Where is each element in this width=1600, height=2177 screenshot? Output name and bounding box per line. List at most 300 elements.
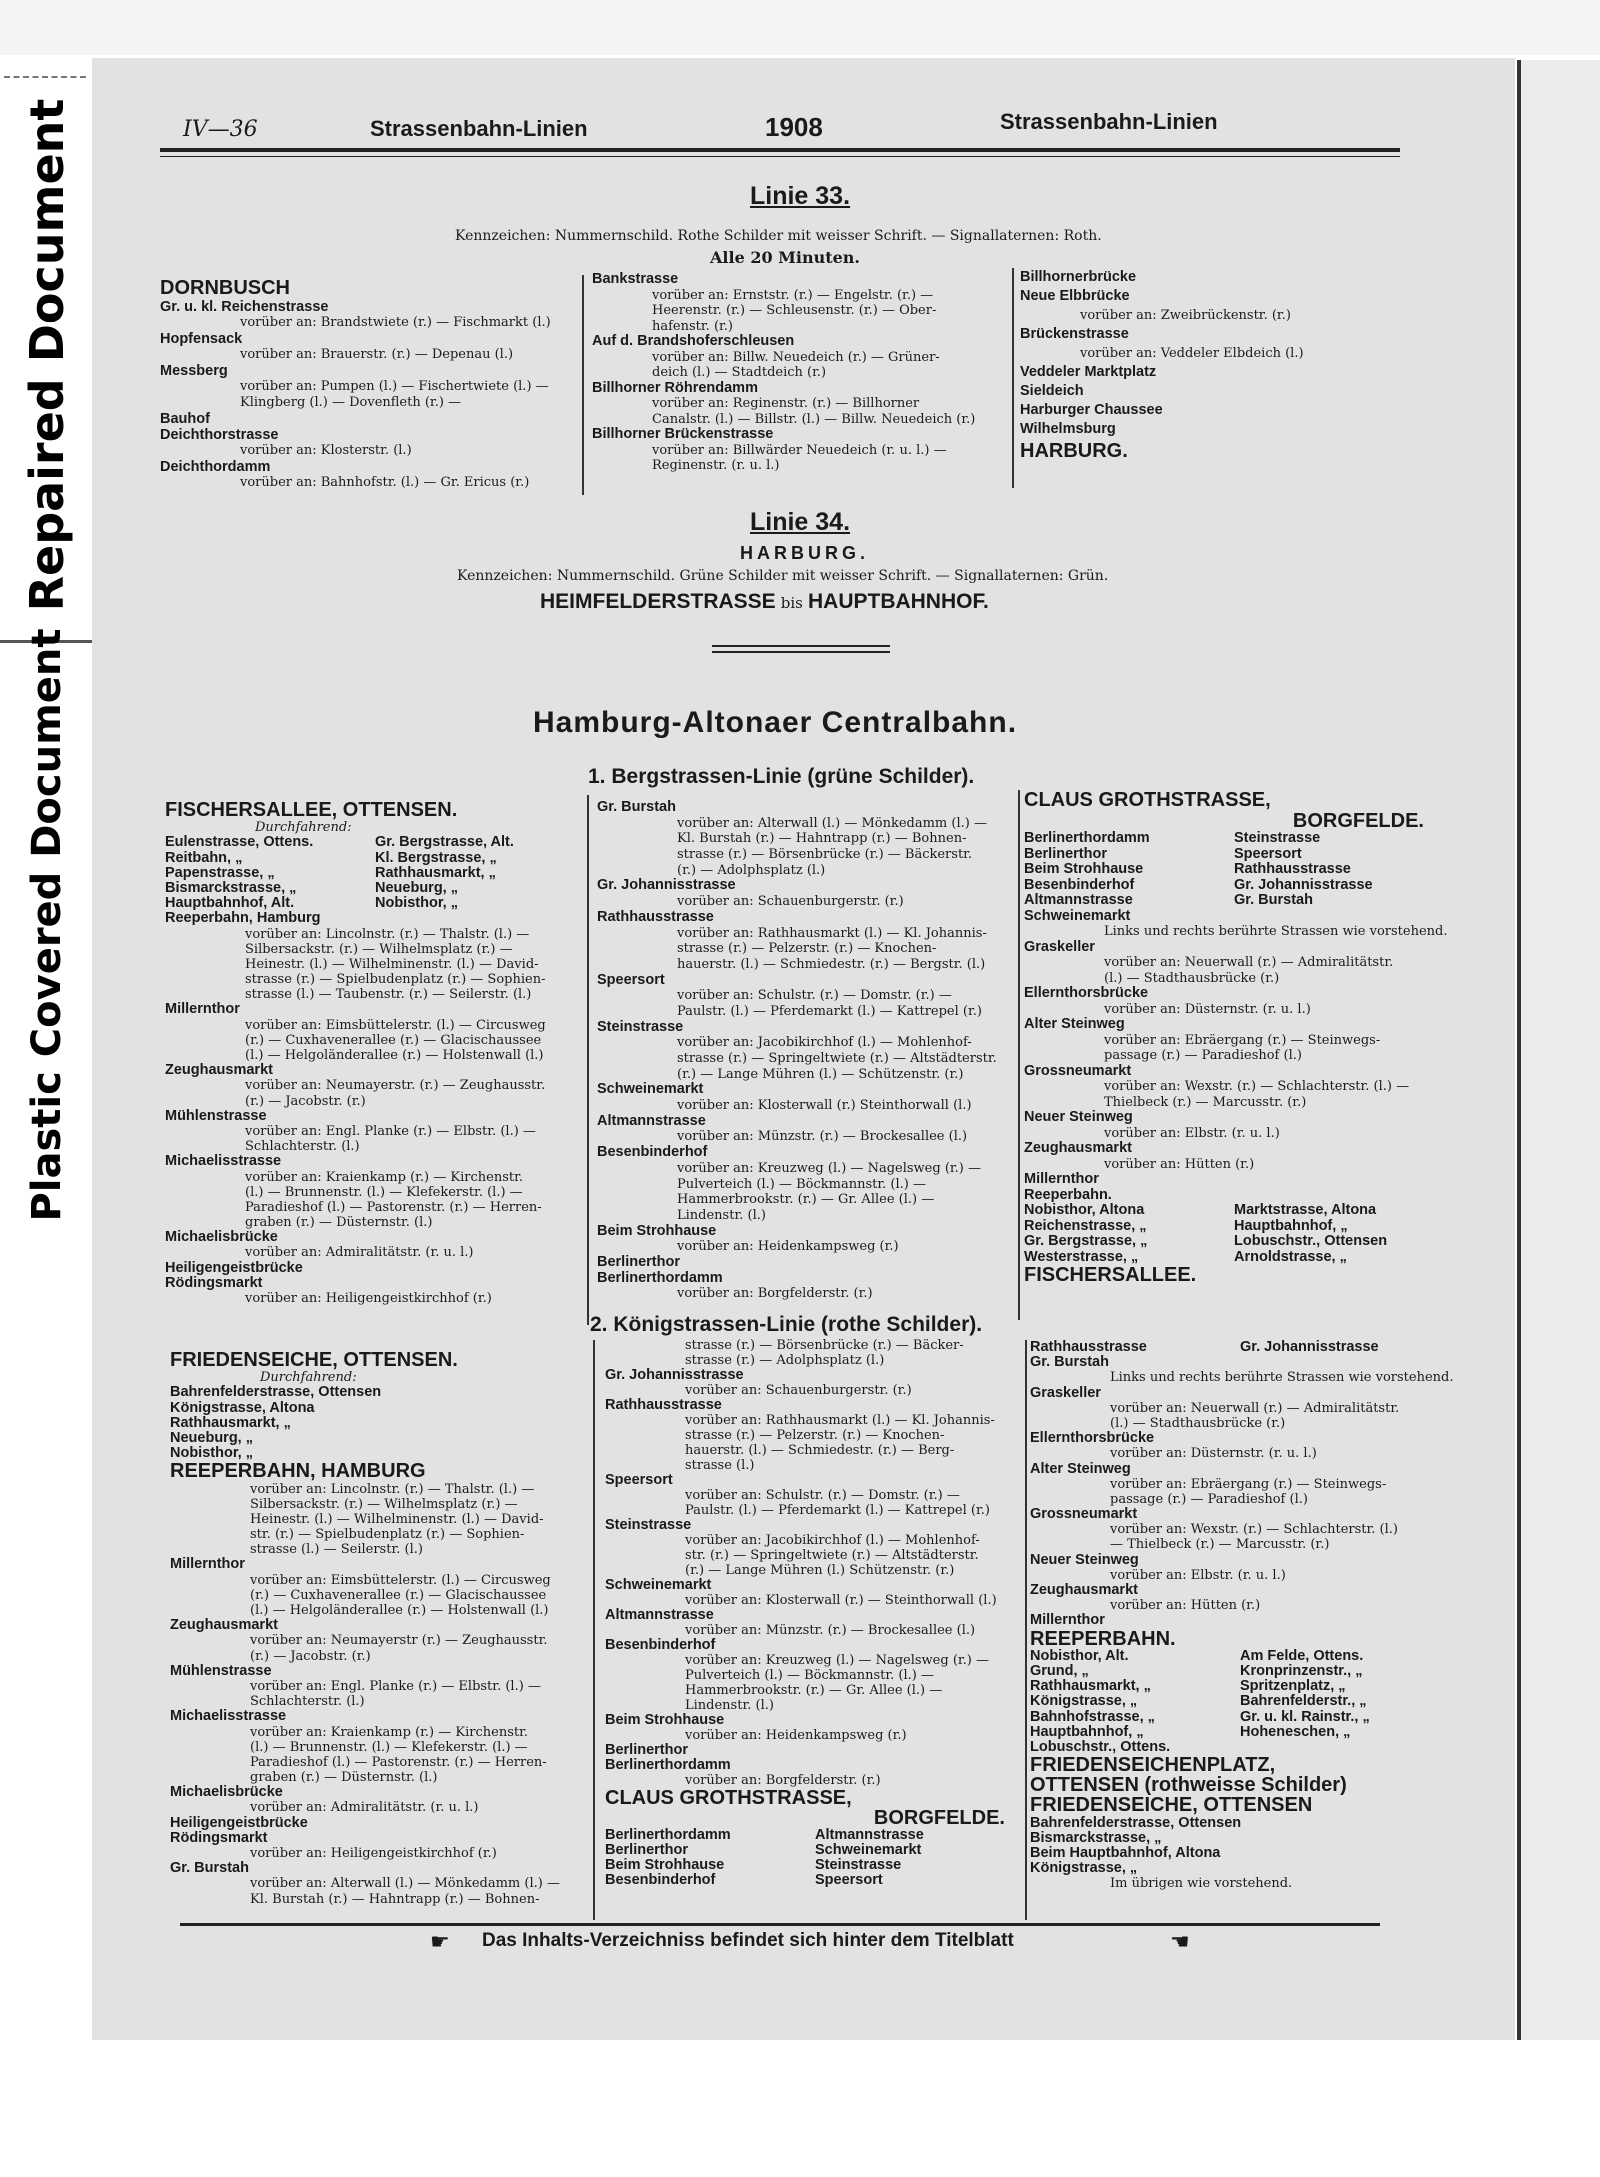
passes-by-text: graben (r.) — Düsternstr. (l.)	[245, 1215, 433, 1231]
stop-name: Steinstrasse	[605, 1517, 692, 1533]
stop-name: Deichthordamm	[160, 459, 271, 475]
passes-by-text: Paradieshof (l.) — Pastorenstr. (r.) — Herren-	[250, 1754, 547, 1770]
passes-by-text: Paulstr. (l.) — Pferdemarkt (l.) — Kattrepel (r.)	[677, 1003, 982, 1019]
stop-pair	[605, 1873, 1025, 1888]
stop-name: Rathhausstrasse	[605, 1397, 722, 1413]
passes-by-text: (l.) — Brunnenstr. (l.) — Klefekerstr. (l.) —	[250, 1739, 528, 1755]
stop-name: Neueburg, „	[375, 879, 458, 896]
stop-name: Reeperbahn, Hamburg	[165, 910, 321, 927]
stop-name: Billhornerbrücke	[1020, 269, 1137, 285]
passes-by-text: vorüber an: Bahnhofstr. (l.) — Gr. Ericus (r.)	[240, 475, 530, 490]
stop-name: Hopfensack	[160, 331, 243, 347]
stop-name: Beim Strohhause	[1024, 861, 1144, 877]
stop-name: Grossneumarkt	[1030, 1506, 1138, 1523]
note-text: Links und rechts berührte Strassen wie vorstehend.	[1110, 1370, 1454, 1386]
stop-name: Hauptbahnhof, „	[1234, 1217, 1348, 1234]
stop-name: Zeughausmarkt	[1024, 1140, 1132, 1156]
stop-name: Berlinerthor	[605, 1842, 688, 1858]
stop-name: Gr. Johannisstrasse	[605, 1367, 744, 1383]
stop-name: Beim Hauptbahnhof, Altona	[1030, 1845, 1221, 1861]
header-year: 1908	[765, 112, 823, 142]
stop-name: Spritzenplatz, „	[1240, 1678, 1346, 1695]
passes-by-text: vorüber an: Billw. Neuedeich (r.) — Grüner-	[652, 349, 940, 365]
stop-pair	[1030, 1679, 1450, 1694]
stop-name: Gr. Johannisstrasse	[1234, 876, 1373, 893]
adjacent-page	[1521, 60, 1600, 2040]
stop-name: Millernthor	[1030, 1612, 1105, 1629]
stop-name: Berlinerthordamm	[605, 1827, 731, 1843]
stop-name: Graskeller	[1030, 1384, 1101, 1401]
stop-name: Schweinemarkt	[1024, 907, 1131, 924]
stop-name: Gr. Burstah	[170, 1860, 249, 1877]
through-label: Durchfahrend:	[255, 820, 352, 836]
passes-by-text: vorüber an: Ernststr. (r.) — Engelstr. (r.) —	[652, 287, 934, 303]
stop-pair	[165, 896, 585, 911]
stop-name: Berlinerthor	[597, 1253, 680, 1270]
stop-name: Gr. Johannisstrasse	[597, 877, 736, 894]
stop-name: Hauptbahnhof, Alt.	[165, 895, 295, 912]
passes-by-text: strasse (r.) — Adolphsplatz (l.)	[685, 1353, 885, 1368]
stop-name: Königstrasse, „	[1030, 1693, 1138, 1710]
stop-name: Zeughausmarkt	[170, 1617, 278, 1634]
terminus-name: DORNBUSCH	[160, 277, 290, 299]
stop-name: Speersort	[605, 1472, 673, 1488]
passes-by-text: Heinestr. (l.) — Wilhelminenstr. (l.) — David-	[250, 1511, 544, 1527]
stop-pair	[1024, 847, 1444, 863]
stop-name: Harburger Chaussee	[1020, 402, 1163, 418]
column-divider	[593, 1340, 595, 1920]
passes-by-text: vorüber an: Alterwall (l.) — Mönkedamm (l.) —	[250, 1876, 560, 1892]
passes-by-text: vorüber an: Schulstr. (r.) — Domstr. (r.) —	[677, 988, 952, 1004]
passes-by-text: (l.) — Brunnenstr. (l.) — Klefekerstr. (l.) —	[245, 1184, 523, 1200]
passes-by-text: Hammerbrookstr. (r.) — Gr. Allee (l.) —	[685, 1683, 943, 1698]
stop-name: Rathhausstrasse	[1030, 1339, 1147, 1355]
stop-name: Bankstrasse	[592, 271, 679, 287]
stop-name: Nobisthor, „	[170, 1445, 253, 1462]
stop-name: Rödingsmarkt	[170, 1829, 268, 1846]
stop-name: Gr. Bergstrasse, „	[1024, 1233, 1148, 1249]
stop-name: Nobisthor, „	[375, 895, 458, 912]
stop-name: Millernthor	[1024, 1171, 1099, 1187]
passes-by-text: deich (l.) — Stadtdeich (r.)	[652, 365, 827, 380]
stop-pair	[1024, 862, 1444, 878]
stop-name: Speersort	[1234, 845, 1302, 862]
stop-name: Mühlenstrasse	[170, 1662, 272, 1679]
terminus-name: FRIEDENSEICHENPLATZ,	[1030, 1754, 1276, 1777]
passes-by-text: Paulstr. (l.) — Pferdemarkt (l.) — Kattrepel (r.)	[685, 1503, 990, 1518]
stop-name: Berlinerthordamm	[605, 1757, 731, 1773]
stop-pair	[1024, 878, 1444, 894]
stop-name: Lobuschstr., Ottens.	[1030, 1738, 1171, 1755]
passes-by-text: Paradieshof (l.) — Pastorenstr. (r.) — Herren-	[245, 1199, 542, 1215]
stop-name: Alter Steinweg	[1030, 1460, 1131, 1477]
stop-name: Rathhausmarkt, „	[1030, 1678, 1151, 1695]
stop-name: Hauptbahnhof, „	[1030, 1723, 1144, 1740]
passes-by-text: passage (r.) — Paradieshof (l.)	[1110, 1491, 1308, 1507]
passes-by-text: Kl. Burstah (r.) — Hahntrapp (r.) — Bohnen-	[677, 831, 967, 847]
stop-name: Alter Steinweg	[1024, 1016, 1125, 1032]
stop-pair	[165, 835, 585, 850]
passes-by-text: vorüber an: Ebräergang (r.) — Steinwegs-	[1110, 1476, 1387, 1492]
passes-by-text: vorüber an: Alterwall (l.) — Mönkedamm (l.) —	[677, 815, 987, 831]
terminus-name: HARBURG.	[1020, 440, 1128, 462]
passes-by-text: (l.) — Stadthausbrücke (r.)	[1110, 1415, 1286, 1431]
passes-by-text: vorüber an: Brauerstr. (r.) — Depenau (l.)	[240, 347, 514, 362]
linie-34-city: HARBURG.	[740, 543, 869, 563]
stop-name: Neuer Steinweg	[1030, 1551, 1139, 1568]
passes-by-text: vorüber an: Reginenstr. (r.) — Billhorner	[652, 396, 920, 411]
stop-name: Sieldeich	[1020, 383, 1084, 399]
passes-by-text: vorüber an: Heiligengeistkirchhof (r.)	[245, 1291, 492, 1306]
passes-by-text: Hammerbrookstr. (r.) — Gr. Allee (l.) —	[677, 1192, 935, 1208]
line-2-column-2	[605, 1338, 1025, 1888]
stop-name: Bahrenfelderstrasse, Ottensen	[1030, 1814, 1242, 1831]
stop-name: Am Felde, Ottens.	[1240, 1647, 1364, 1664]
terminus-name: CLAUS GROTHSTRASSE,	[1024, 789, 1271, 811]
stop-name: Zeughausmarkt	[165, 1062, 273, 1079]
linie-34-route	[540, 590, 989, 614]
stop-pair	[1024, 1219, 1444, 1235]
note-text: Im übrigen wie vorstehend.	[1110, 1876, 1293, 1892]
passes-by-text: vorüber an: Veddeler Elbdeich (l.)	[1080, 346, 1304, 361]
passes-by-text: (l.) — Helgoländerallee (r.) — Holstenwall (l.)	[245, 1048, 544, 1063]
linie-33-title: Linie 33.	[750, 182, 851, 210]
stop-name: Steinstrasse	[597, 1018, 684, 1035]
stop-name: Millernthor	[170, 1556, 245, 1573]
passes-by-text: (r.) — Cuxhavenerallee (r.) — Glacischaussee	[245, 1032, 542, 1048]
passes-by-text: Pulverteich (l.) — Böckmannstr. (l.) —	[685, 1668, 934, 1683]
passes-by-text: Reginenstr. (r. u. l.)	[652, 458, 780, 473]
stop-name: Nobisthor, Alt.	[1030, 1647, 1129, 1664]
passes-by-text: vorüber an: Kraienkamp (r.) — Kirchenstr.	[250, 1724, 529, 1740]
passes-by-text: strasse (r.) — Springeltwiete (r.) — Altstädterstr.	[677, 1051, 997, 1066]
passes-by-text: vorüber an: Heidenkampsweg (r.)	[685, 1728, 907, 1743]
stop-name: Gr. Johannisstrasse	[1240, 1339, 1379, 1355]
passes-by-text: hauerstr. (l.) — Schmiedestr. (r.) — Bergstr. (l.)	[677, 956, 986, 972]
stop-name: Bismarckstrasse, „	[1030, 1829, 1162, 1846]
stop-name: Billhorner Brückenstrasse	[592, 426, 774, 442]
stop-name: Altmannstrasse	[815, 1827, 924, 1843]
central-title: Hamburg-Altonaer Centralbahn.	[533, 706, 1018, 739]
stop-name: Besenbinderhof	[597, 1144, 708, 1161]
stop-name: Beim Strohhause	[597, 1222, 717, 1239]
stop-pair	[165, 866, 585, 881]
stop-name: Wilhelmsburg	[1020, 421, 1116, 437]
passes-by-text: vorüber an: Neumayerstr. (r.) — Zeughausstr.	[245, 1078, 546, 1094]
stop-name: Rathhausstrasse	[597, 908, 714, 925]
header-rule	[160, 148, 1400, 152]
passes-by-text: vorüber an: Engl. Planke (r.) — Elbstr. (l.) —	[245, 1123, 536, 1139]
stop-pair	[605, 1828, 1025, 1843]
stop-name: Berlinerthordamm	[1024, 830, 1150, 846]
stop-name: Gr. Burstah	[1030, 1354, 1109, 1371]
stop-pair	[1024, 1250, 1444, 1266]
column-divider	[1018, 790, 1020, 1320]
stop-name: Reichenstrasse, „	[1024, 1217, 1147, 1234]
passes-by-text: vorüber an: Lincolnstr. (r.) — Thalstr. (l.) —	[250, 1481, 535, 1497]
passes-by-text: vorüber an: Rathhausmarkt (l.) — Kl. Johannis-	[677, 925, 987, 941]
passes-by-text: vorüber an: Elbstr. (r. u. l.)	[1110, 1567, 1286, 1583]
terminus-name: FRIEDENSEICHE, OTTENSEN	[1030, 1794, 1313, 1817]
passes-by-text: strasse (r.) — Börsenbrücke (r.) — Bäcker-	[685, 1338, 964, 1353]
stop-name: Bauhof	[160, 411, 210, 427]
linie-33-column-2	[592, 272, 1012, 474]
line-1-column-3	[1024, 789, 1448, 1286]
stop-name: Speersort	[597, 971, 665, 988]
passes-by-text: — Thielbeck (r.) — Marcusstr. (r.)	[1110, 1537, 1330, 1553]
passes-by-text: vorüber an: Schulstr. (r.) — Domstr. (r.) —	[685, 1488, 960, 1503]
stop-name: Papenstrasse, „	[165, 864, 275, 881]
passes-by-text: vorüber an: Lincolnstr. (r.) — Thalstr. (l.) —	[245, 926, 530, 942]
passes-by-text: vorüber an: Hütten (r.)	[1110, 1598, 1261, 1614]
stop-name: Steinstrasse	[1234, 830, 1321, 846]
stop-name: Kronprinzenstr., „	[1240, 1662, 1363, 1679]
stop-pair	[1024, 831, 1444, 847]
linie-34-title: Linie 34.	[750, 508, 851, 536]
stop-name: Heiligengeistbrücke	[170, 1814, 308, 1831]
terminus-name: BORGFELDE.	[1292, 809, 1424, 832]
stop-name: Altmannstrasse	[1024, 892, 1133, 908]
stop-name: Marktstrasse, Altona	[1234, 1202, 1377, 1218]
stop-name: Bahrenfelderstr., „	[1240, 1693, 1367, 1710]
stop-name: Neue Elbbrücke	[1020, 288, 1130, 304]
terminus-name: FISCHERSALLEE.	[1024, 1264, 1197, 1286]
stop-name: Rathhausmarkt, „	[375, 864, 496, 881]
stop-name: Königstrasse, „	[1030, 1860, 1138, 1877]
route-bis: bis	[780, 594, 803, 612]
passes-by-text: vorüber an: Wexstr. (r.) — Schlachterstr. (l.) —	[1104, 1079, 1410, 1094]
passes-by-text: vorüber an: Schauenburgerstr. (r.)	[685, 1383, 912, 1398]
passes-by-text: vorüber an: Kreuzweg (l.) — Nagelsweg (r.) —	[685, 1653, 990, 1668]
passes-by-text: (r.) — Jacobstr. (r.)	[245, 1093, 366, 1109]
linie-34-kennzeichen: Kennzeichen: Nummernschild. Grüne Schilder mit weisser Schrift. — Signallaternen: Grün.	[457, 568, 1109, 584]
stop-name: Rathhausstrasse	[1234, 861, 1351, 877]
stop-name: Beim Strohhause	[605, 1712, 725, 1728]
passes-by-text: vorüber an: Zweibrückenstr. (r.)	[1080, 308, 1291, 323]
stop-name: Michaelisbrücke	[165, 1229, 278, 1246]
passes-by-text: Silbersackstr. (r.) — Wilhelmsplatz (r.) —	[245, 941, 513, 957]
passes-by-text: strasse (r.) — Börsenbrücke (r.) — Bäckerstr.	[677, 847, 973, 863]
stop-name: Millernthor	[165, 1001, 240, 1018]
stop-pair	[165, 851, 585, 866]
passes-by-text: Canalstr. (l.) — Billstr. (l.) — Billw. Neuedeich (r.)	[652, 411, 976, 427]
passes-by-text: vorüber an: Borgfelderstr. (r.)	[685, 1773, 881, 1788]
passes-by-text: Thielbeck (r.) — Marcusstr. (r.)	[1104, 1094, 1307, 1110]
line-1-column-2	[597, 800, 1017, 1302]
footer-note: Das Inhalts-Verzeichniss befindet sich hinter dem Titelblatt	[482, 1930, 1014, 1951]
passes-by-text: vorüber an: Wexstr. (r.) — Schlachterstr. (l.)	[1110, 1522, 1398, 1538]
passes-by-text: vorüber an: Rathhausmarkt (l.) — Kl. Johannis-	[685, 1413, 995, 1428]
passes-by-text: Heerenstr. (r.) — Schleusenstr. (r.) — Ober-	[652, 303, 937, 318]
passes-by-text: (r.) — Cuxhavenerallee (r.) — Glacischaussee	[250, 1587, 547, 1603]
stop-name: Lobuschstr., Ottensen	[1234, 1233, 1388, 1249]
stop-name: Ellernthorsbrücke	[1030, 1430, 1155, 1447]
passes-by-text: (l.) — Stadthausbrücke (r.)	[1104, 970, 1280, 986]
page-number: IV—36	[183, 117, 258, 142]
passes-by-text: vorüber an: Münzstr. (r.) — Brockesallee (l.)	[677, 1129, 968, 1145]
terminus-name: REEPERBAHN.	[1030, 1627, 1176, 1650]
stop-pair	[1030, 1664, 1450, 1679]
stop-name: Grossneumarkt	[1024, 1062, 1132, 1079]
route-end: HAUPTBAHNHOF.	[807, 590, 989, 613]
passes-by-text: vorüber an: Jacobikirchhof (l.) — Mohlenhof-	[677, 1035, 972, 1051]
passes-by-text: Lindenstr. (l.)	[677, 1207, 766, 1223]
stop-name: Rödingsmarkt	[165, 1274, 263, 1291]
passes-by-text: vorüber an: Hütten (r.)	[1104, 1156, 1255, 1172]
passes-by-text: vorüber an: Kraienkamp (r.) — Kirchenstr.	[245, 1169, 524, 1185]
tab-dashed-line	[4, 76, 86, 78]
passes-by-text: Lindenstr. (l.)	[685, 1698, 774, 1713]
stop-name: Zeughausmarkt	[1030, 1582, 1138, 1598]
passes-by-text: vorüber an: Neuerwall (r.) — Admiralitätstr.	[1104, 955, 1394, 970]
passes-by-text: (r.) — Jacobstr. (r.)	[250, 1648, 371, 1664]
passes-by-text: vorüber an: Heiligengeistkirchhof (r.)	[250, 1846, 497, 1861]
stop-name: Rathhausmarkt, „	[170, 1414, 291, 1431]
passes-by-text: vorüber an: Neuerwall (r.) — Admiralitätstr.	[1110, 1400, 1400, 1416]
stop-pair	[1024, 1203, 1444, 1219]
stop-name: Gr. Bergstrasse, Alt.	[375, 834, 514, 851]
passes-by-text: Schlachterstr. (l.)	[250, 1694, 365, 1710]
stop-pair	[605, 1858, 1025, 1873]
stop-name: Steinstrasse	[815, 1857, 902, 1873]
stop-name: Bismarckstrasse, „	[165, 879, 297, 896]
passes-by-text: strasse (r.) — Spielbudenplatz (r.) — Sophien-	[245, 972, 546, 988]
stop-name: Neuer Steinweg	[1024, 1109, 1133, 1125]
passes-by-text: vorüber an: Engl. Planke (r.) — Elbstr. (l.) —	[250, 1678, 541, 1694]
stop-name: Neueburg, „	[170, 1429, 253, 1446]
passes-by-text: Heinestr. (l.) — Wilhelminenstr. (l.) — David-	[245, 956, 539, 972]
stop-name: Nobisthor, Altona	[1024, 1202, 1145, 1218]
stop-name: Besenbinderhof	[1024, 876, 1135, 893]
stop-name: Mühlenstrasse	[165, 1107, 267, 1124]
passes-by-text: str. (r.) — Spielbudenplatz (r.) — Sophien-	[250, 1527, 525, 1543]
plastic-covered-label: Plastic Covered Document	[24, 628, 70, 1222]
stop-name: Deichthorstrasse	[160, 427, 279, 443]
stop-name: Bahrenfelderstrasse, Ottensen	[170, 1384, 382, 1401]
stop-pair	[1030, 1725, 1450, 1740]
terminus-name: FRIEDENSEICHE, OTTENSEN.	[170, 1349, 458, 1371]
stop-name: Gr. Burstah	[1234, 892, 1313, 908]
terminus-name: FISCHERSALLEE, OTTENSEN.	[165, 799, 458, 821]
line-2-column-1	[170, 1350, 590, 1907]
passes-by-text: passage (r.) — Paradieshof (l.)	[1104, 1048, 1302, 1063]
passes-by-text: vorüber an: Jacobikirchhof (l.) — Mohlenhof-	[685, 1533, 980, 1548]
passes-by-text: strasse (l.) — Seilerstr. (l.)	[250, 1542, 423, 1558]
route-start: HEIMFELDERSTRASSE	[540, 590, 776, 613]
stop-name: Hoheneschen, „	[1240, 1723, 1351, 1740]
linie-33-column-1	[160, 278, 580, 491]
stop-pair	[1030, 1649, 1450, 1664]
passes-by-text: vorüber an: Klosterstr. (l.)	[240, 443, 412, 458]
stop-name: Altmannstrasse	[597, 1112, 706, 1129]
stop-pair	[165, 881, 585, 896]
linie-33-column-3	[1020, 268, 1380, 463]
header-rule-thin	[160, 156, 1400, 157]
column-divider	[582, 275, 584, 495]
stop-name: Besenbinderhof	[605, 1637, 716, 1653]
scan-background-bottom	[92, 2040, 1600, 2177]
passes-by-text: vorüber an: Billwärder Neuedeich (r. u. l.) —	[652, 442, 947, 458]
passes-by-text: vorüber an: Pumpen (l.) — Fischertwiete (l.) —	[240, 379, 549, 394]
stop-name: Westerstrasse, „	[1024, 1248, 1139, 1265]
passes-by-text: Klingberg (l.) — Dovenfleth (r.) —	[240, 395, 462, 410]
column-divider	[587, 795, 589, 1325]
passes-by-text: vorüber an: Borgfelderstr. (r.)	[677, 1286, 873, 1302]
stop-name: Billhorner Röhrendamm	[592, 379, 758, 396]
passes-by-text: vorüber an: Brandstwiete (r.) — Fischmarkt (l.)	[240, 315, 551, 330]
stop-name: Messberg	[160, 363, 228, 379]
stop-name: Bahnhofstrasse, „	[1030, 1708, 1155, 1725]
stop-name: Besenbinderhof	[605, 1872, 716, 1888]
passes-by-text: strasse (r.) — Pelzerstr. (r.) — Knochen-	[677, 941, 937, 957]
repaired-document-label: Repaired Document	[20, 98, 74, 612]
column-divider	[1012, 268, 1014, 488]
stop-name: Königstrasse, Altona	[170, 1399, 315, 1416]
stop-name: Grund, „	[1030, 1662, 1089, 1679]
stop-name: Gr. u. kl. Rainstr., „	[1240, 1708, 1370, 1725]
section-rule	[712, 645, 890, 647]
stop-name: Reitbahn, „	[165, 849, 243, 866]
terminus-name: BORGFELDE.	[873, 1807, 1005, 1829]
through-label: Durchfahrend:	[260, 1370, 357, 1386]
stop-pair	[1024, 1234, 1444, 1250]
stop-pair	[1024, 893, 1444, 909]
footer-rule	[180, 1923, 1380, 1926]
stop-name: Kl. Bergstrasse, „	[375, 849, 497, 866]
stop-name: Michaelisstrasse	[165, 1153, 282, 1170]
stop-name: Schweinemarkt	[815, 1842, 922, 1858]
stop-pair	[1030, 1710, 1450, 1725]
terminus-name: OTTENSEN (rothweisse Schilder)	[1030, 1774, 1347, 1797]
stop-pair	[605, 1843, 1025, 1858]
passes-by-text: vorüber an: Eimsbüttelerstr. (l.) — Circusweg	[245, 1017, 546, 1033]
passes-by-text: vorüber an: Klosterwall (r.) — Steinthorwall (l.)	[685, 1593, 997, 1608]
passes-by-text: vorüber an: Münzstr. (r.) — Brockesallee (l.)	[685, 1623, 976, 1638]
stop-name: Beim Strohhause	[605, 1857, 725, 1873]
stop-name: Heiligengeistbrücke	[165, 1259, 303, 1276]
passes-by-text: vorüber an: Düsternstr. (r. u. l.)	[1110, 1446, 1317, 1462]
pointing-hand-left-icon: ☛	[430, 1930, 450, 1955]
passes-by-text: vorüber an: Schauenburgerstr. (r.)	[677, 894, 904, 910]
passes-by-text: Kl. Burstah (r.) — Hahntrapp (r.) — Bohnen-	[250, 1891, 540, 1907]
passes-by-text: vorüber an: Admiralitätstr. (r. u. l.)	[250, 1800, 479, 1816]
passes-by-text: Pulverteich (l.) — Böckmannstr. (l.) —	[677, 1176, 926, 1192]
terminus-name: REEPERBAHN, HAMBURG	[170, 1460, 426, 1483]
passes-by-text: strasse (l.) — Taubenstr. (r.) — Seilerstr. (l.)	[245, 987, 532, 1003]
column-divider	[1025, 1340, 1027, 1920]
stop-name: Eulenstrasse, Ottens.	[165, 834, 314, 851]
passes-by-text: strasse (r.) — Pelzerstr. (r.) — Knochen-	[685, 1428, 945, 1443]
section-rule	[712, 651, 890, 653]
passes-by-text: Schlachterstr. (l.)	[245, 1139, 360, 1155]
stop-name: Schweinemarkt	[605, 1577, 712, 1593]
passes-by-text: vorüber an: Klosterwall (r.) Steinthorwall (l.)	[677, 1098, 972, 1114]
passes-by-text: vorüber an: Heidenkampsweg (r.)	[677, 1239, 899, 1255]
stop-pair	[1030, 1340, 1450, 1355]
passes-by-text: (l.) — Helgoländerallee (r.) — Holstenwall (l.)	[250, 1603, 549, 1618]
stop-name: Graskeller	[1024, 938, 1095, 955]
stop-name: Schweinemarkt	[597, 1081, 704, 1098]
passes-by-text: hafenstr. (r.)	[652, 318, 734, 334]
passes-by-text: vorüber an: Kreuzweg (l.) — Nagelsweg (r.) —	[677, 1160, 982, 1176]
stop-name: Speersort	[815, 1872, 883, 1888]
passes-by-text: strasse (l.)	[685, 1458, 755, 1473]
passes-by-text: (r.) — Adolphsplatz (l.)	[677, 862, 826, 878]
stop-name: Berlinerthordamm	[597, 1269, 723, 1286]
passes-by-text: vorüber an: Elbstr. (r. u. l.)	[1104, 1125, 1280, 1141]
pointing-hand-right-icon: ☚	[1170, 1930, 1190, 1955]
passes-by-text: str. (r.) — Springeltwiete (r.) — Altstädterstr.	[685, 1548, 979, 1563]
